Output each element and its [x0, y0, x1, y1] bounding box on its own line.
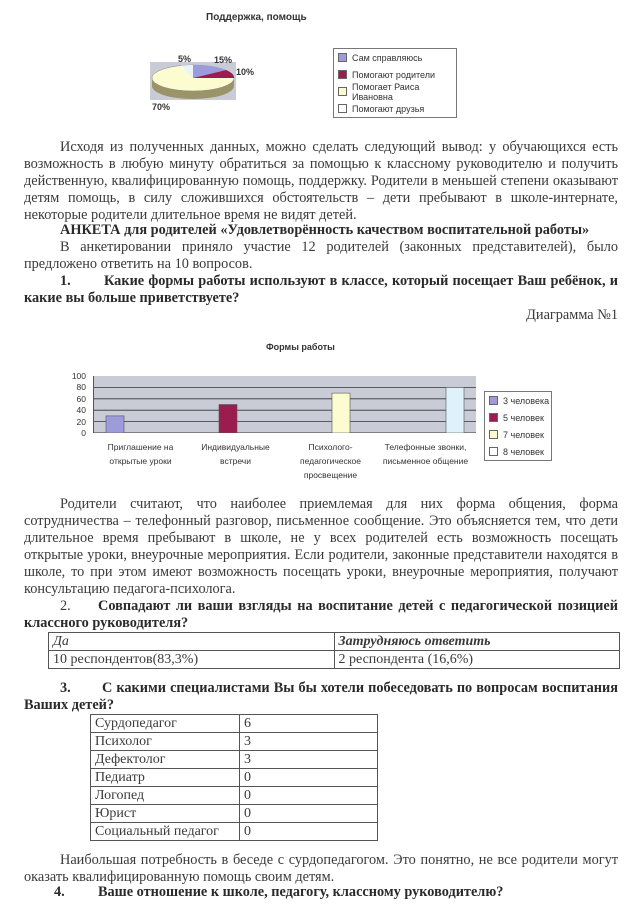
legend-label: Помогают родители: [352, 69, 436, 80]
bar-legend: [484, 391, 552, 461]
table-cell: 3: [240, 751, 378, 769]
pie-chart: [150, 62, 236, 100]
legend-label: 3 человека: [503, 395, 550, 406]
paragraph-participants: В анкетировании приняло участие 12 родителей (законных представителей), было предложено ответить на 10 вопросов.: [24, 239, 618, 272]
table-cell: 2 респондента (16,6%): [334, 651, 620, 669]
pie-label-10: 10%: [236, 67, 255, 77]
paragraph-analysis: Родители считают, что наиболее приемлемая для них форма общения, форма сотрудничества – телефонный разговор, письменное сообщение. Это объясняется тем, что дети длительное время пребывают в школе, не у всех родителей есть возможность посещать открытые уроки, внеурочные мероприятия. Если родители, законные представители находятся в школе, то при этом имеют возможность посещать уроки, внеурочные мероприятия, получают консультацию педагога-психолога.: [24, 496, 618, 597]
table-cell: Юрист: [91, 805, 240, 823]
swatch-icon: [489, 430, 498, 439]
legend-item: [334, 83, 456, 100]
table-cell: 0: [240, 769, 378, 787]
swatch-icon: [489, 413, 498, 422]
table-row: [91, 787, 378, 805]
table-cell: 0: [240, 787, 378, 805]
table-cell: Социальный педагог: [91, 823, 240, 841]
legend-item: [485, 392, 551, 409]
x-tick-label: Приглашение на открытые уроки: [107, 442, 174, 466]
bar-y-axis: [66, 371, 86, 439]
x-tick-label: Психолого-педагогическое просвещение: [300, 442, 361, 480]
legend-item: [485, 409, 551, 426]
legend-label: 8 человек: [503, 446, 544, 457]
legend-label: Помогает Раиса Ивановна: [352, 81, 420, 102]
q3-table: [90, 714, 378, 841]
x-tick-label: Телефонные звонки, письменное общение: [382, 442, 469, 466]
question-2-number: 2.: [60, 598, 71, 614]
table-header: Да: [49, 633, 335, 651]
question-3-text: С какими специалистами Вы бы хотели побеседовать по вопросам воспитания Ваших детей?: [24, 680, 618, 713]
y-tick: 100: [71, 371, 86, 381]
y-tick: 0: [81, 428, 86, 439]
pie-label-5: 5%: [178, 54, 192, 64]
survey-title: АНКЕТА для родителей «Удовлетворённость качеством воспитательной работы»: [60, 222, 590, 238]
swatch-icon: [338, 53, 347, 62]
swatch-icon: [489, 396, 498, 405]
bar-x-axis: [93, 440, 475, 482]
table-header: Затрудняюсь ответить: [334, 633, 620, 651]
question-3-number: 3.: [60, 680, 71, 696]
q2-table: [48, 632, 620, 669]
table-cell: 6: [240, 715, 378, 733]
bar-plot-area: [93, 376, 476, 433]
table-row: [91, 805, 378, 823]
pie-label-70: 70%: [152, 102, 171, 112]
x-tick-label: Индивидуальные встречи: [201, 442, 270, 466]
legend-label: 5 человек: [503, 412, 544, 423]
table-row: [49, 651, 620, 669]
question-1-number: 1.: [60, 273, 71, 289]
table-row: [49, 633, 620, 651]
table-cell: Дефектолог: [91, 751, 240, 769]
bar-chart-title: Формы работы: [266, 342, 335, 352]
legend-label: Помогают друзья: [352, 103, 425, 114]
table-cell: 0: [240, 823, 378, 841]
legend-item: [485, 443, 551, 460]
table-cell: 3: [240, 733, 378, 751]
table-row: [91, 769, 378, 787]
table-row: [91, 751, 378, 769]
y-tick: 80: [76, 382, 86, 393]
table-cell: Психолог: [91, 733, 240, 751]
table-row: [91, 715, 378, 733]
legend-item: [334, 49, 456, 66]
swatch-icon: [489, 447, 498, 456]
question-2-text: Совпадают ли ваши взгляды на воспитание детей с педагогической позицией классного руководителя?: [24, 598, 618, 631]
question-4-number: 4.: [54, 884, 65, 900]
table-cell: 0: [240, 805, 378, 823]
y-tick: 20: [76, 416, 86, 427]
legend-item: [334, 66, 456, 83]
table-cell: Педиатр: [91, 769, 240, 787]
table-cell: 10 респондентов(83,3%): [49, 651, 335, 669]
swatch-icon: [338, 70, 347, 79]
table-row: [91, 733, 378, 751]
swatch-icon: [338, 104, 347, 113]
legend-item: [485, 426, 551, 443]
question-1-text: Какие формы работы используют в классе, который посещает Ваш ребёнок, и какие вы больше приветствуете?: [24, 273, 618, 306]
diagram-label: Диаграмма №1: [526, 307, 618, 323]
legend-label: 7 человек: [503, 429, 544, 440]
table-cell: Сурдопедагог: [91, 715, 240, 733]
pie-label-15: 15%: [214, 55, 233, 65]
swatch-icon: [338, 87, 347, 96]
table-cell: Логопед: [91, 787, 240, 805]
table-row: [91, 823, 378, 841]
legend-label: Сам справляюсь: [352, 52, 423, 63]
legend-item: [334, 100, 456, 117]
paragraph-need: Наибольшая потребность в беседе с сурдопедагогом. Это понятно, не все родители могут оказать квалифицированную помощь своим детям.: [24, 852, 618, 885]
y-tick: 60: [76, 393, 86, 404]
pie-legend: [333, 48, 457, 118]
paragraph-conclusion: Исходя из полученных данных, можно сделать следующий вывод: у обучающихся есть возможность в любую минуту обратиться за помощью к классному руководителю и получить действенную, квалифицированную помощь, поддержку. Родители в меньшей степени оказывают детям помощь, в силу сложившихся обстоятельств – дети пребывают в школе-интернате, некоторые родители длительное время не видят детей.: [24, 139, 618, 223]
question-4-text: Ваше отношение к школе, педагогу, классному руководителю?: [98, 884, 504, 900]
pie-chart-title: Поддержка, помощь: [206, 12, 307, 23]
y-tick: 40: [76, 405, 86, 416]
